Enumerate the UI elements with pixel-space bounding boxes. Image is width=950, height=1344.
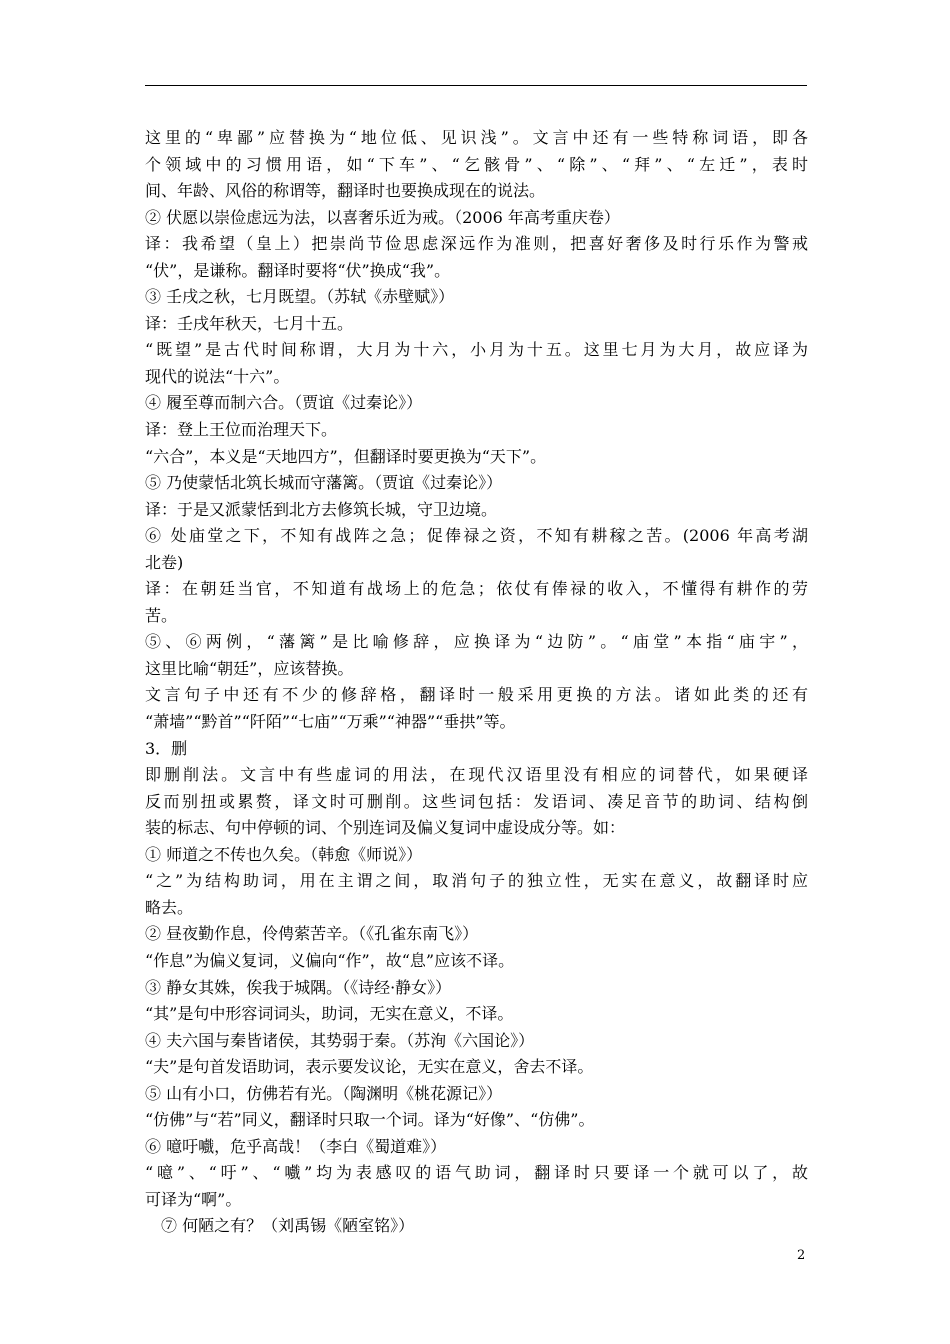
text-line: 装的标志、句中停顿的词、个别连词及偏义复词中虚设成分等。如： [145, 818, 626, 838]
example-sentence: ⑥ 处庙堂之下，不知有战阵之急；促俸禄之资，不知有耕稼之苦。(2006 年高考湖 [145, 526, 808, 546]
example-sentence: ① 师道之不传也久矣。（韩愈《师说》） [145, 844, 423, 864]
text-line: “萧墙”“黔首”“阡陌”“七庙”“万乘”“神器”“垂拱”等。 [145, 712, 516, 732]
example-sentence: ③ 壬戌之秋，七月既望。（苏轼《赤壁赋》） [145, 287, 455, 307]
header-rule [145, 85, 807, 86]
example-sentence: ⑤ 乃使蒙恬北筑长城而守藩篱。（贾谊《过秦论》） [145, 473, 503, 493]
text-line: 反而别扭或累赘，译文时可删削。这些词包括：发语词、凑足音节的助词、结构倒 [145, 791, 808, 811]
example-sentence: ④ 履至尊而制六合。（贾谊《过秦论》） [145, 393, 423, 413]
example-sentence: ③ 静女其姝，俟我于城隅。（《诗经·静女》） [145, 977, 452, 997]
example-sentence: ⑤ 山有小口，仿佛若有光。（陶渊明《桃花源记》） [145, 1083, 503, 1103]
text-line: 这里比喻“朝廷”，应该替换。 [145, 658, 354, 678]
example-sentence: ⑦ 何陋之有？（刘禹锡《陋室铭》） [161, 1216, 415, 1236]
text-line: 间、年龄、风俗的称谓等，翻译时也要换成现在的说法。 [145, 181, 546, 201]
text-line: “仿佛”与“若”同义，翻译时只取一个词。译为“好像”、“仿佛”。 [145, 1110, 595, 1130]
example-sentence: ② 伏愿以崇俭虑远为法，以喜奢乐近为戒。（2006 年高考重庆卷） [145, 207, 620, 227]
text-line: 即删削法。文言中有些虚词的用法，在现代汉语里没有相应的词替代，如果硬译 [145, 765, 808, 785]
text-line: 略去。 [145, 897, 194, 917]
example-sentence: ④ 夫六国与秦皆诸侯，其势弱于秦。（苏洵《六国论》） [145, 1030, 535, 1050]
text-line: “六合”，本义是“天地四方”，但翻译时要更换为“天下”。 [145, 446, 547, 466]
text-line: 苦。 [145, 605, 178, 625]
text-line: 这里的“卑鄙”应替换为“地位低、见识浅”。文言中还有一些特称词语，即各 [145, 128, 808, 147]
translation-line: 译：在朝廷当官，不知道有战场上的危急；依仗有俸禄的收入，不懂得有耕作的劳 [145, 579, 808, 599]
text-line: 文言句子中还有不少的修辞格，翻译时一般采用更换的方法。诸如此类的还有 [145, 685, 808, 705]
section-heading: 3．删 [145, 738, 188, 758]
text-line: ⑤、⑥两例，“藩篱”是比喻修辞，应换译为“边防”。“庙堂”本指“庙宇”， [145, 632, 808, 652]
example-sentence: ② 昼夜勤作息，伶俜萦苦辛。（《孔雀东南飞》） [145, 924, 479, 944]
text-line: “作息”为偏义复词，义偏向“作”，故“息”应该不译。 [145, 950, 515, 970]
text-line: 现代的说法“十六”。 [145, 366, 290, 386]
example-sentence: ⑥ 噫吁嚱，危乎高哉！（李白《蜀道难》） [145, 1136, 447, 1156]
text-line: “其”是句中形容词词头，助词，无实在意义，不译。 [145, 1004, 514, 1024]
text-line: 个领域中的习惯用语，如“下车”、“乞骸骨”、“除”、“拜”、“左迁”，表时 [145, 154, 808, 174]
translation-line: 译：我希望（皇上）把崇尚节俭思虑深远作为准则，把喜好奢侈及时行乐作为警戒 [145, 234, 808, 254]
translation-line: 译：于是又派蒙恬到北方去修筑长城，守卫边境。 [145, 499, 498, 519]
text-line: 北卷) [145, 552, 184, 572]
text-line: “夫”是句首发语助词，表示要发议论，无实在意义，舍去不译。 [145, 1057, 594, 1077]
text-line: 可译为“啊”。 [145, 1189, 242, 1209]
translation-line: 译：壬戌年秋天，七月十五。 [145, 313, 354, 333]
text-line: “之”为结构助词，用在主谓之间，取消句子的独立性，无实在意义，故翻译时应 [145, 871, 808, 891]
text-line: “伏”，是谦称。翻译时要将“伏”换成“我”。 [145, 260, 451, 280]
text-line: “噫”、“吁”、“嚱”均为表感叹的语气助词，翻译时只要译一个就可以了，故 [145, 1163, 808, 1183]
page-number: 2 [797, 1248, 806, 1263]
translation-line: 译：登上王位而治理天下。 [145, 420, 338, 440]
document-body [145, 125, 808, 1240]
text-line: “既望”是古代时间称谓，大月为十六，小月为十五。这里七月为大月，故应译为 [145, 340, 808, 360]
